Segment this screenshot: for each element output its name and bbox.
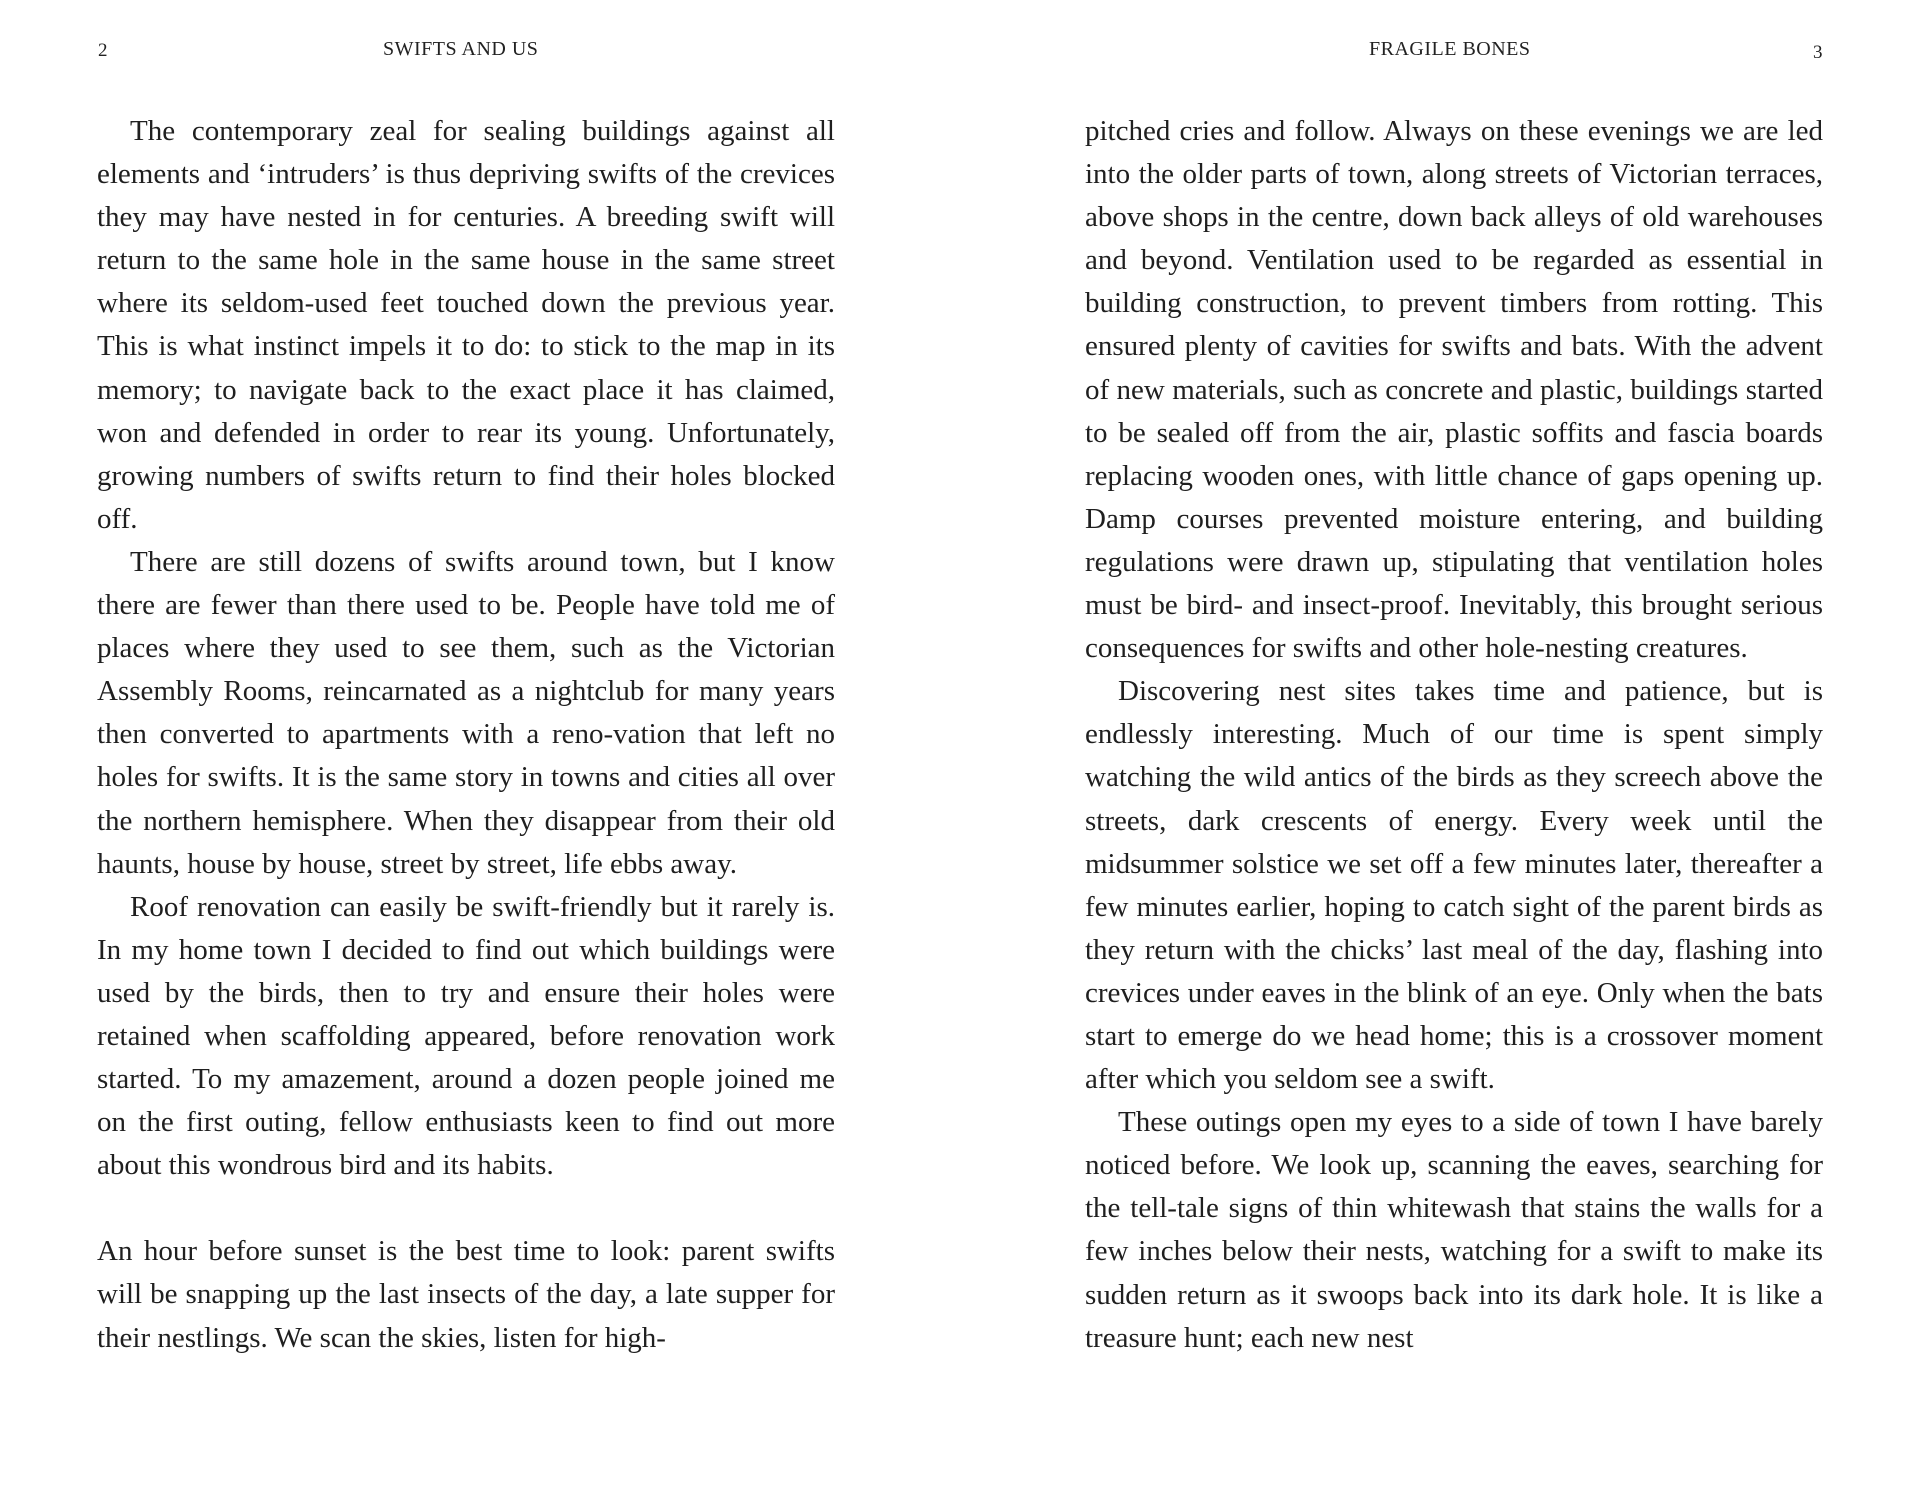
section-start-paragraph: An hour before sunset is the best time to look: parent swifts will be snapping up the last insects of the day, a late supper for their nestlings. We scan the skies, listen for high-: [97, 1235, 835, 1354]
running-head: SWIFTS AND US: [383, 38, 539, 60]
body-text: [97, 110, 835, 1360]
paragraph: Roof renovation can easily be swift-friendly but it rarely is. In my home town I decided to find out which buildings were used by the birds, then to try and ensure their holes were retained when scaffolding appeared, before renovation work started. To my amazement, around a dozen people joined me on the first outing, fellow enthusiasts keen to find out more about this wondrous bird and its habits.: [97, 890, 835, 1182]
left-page: [0, 0, 957, 1486]
right-page: [957, 0, 1915, 1486]
paragraph-continued: pitched cries and follow. Always on these evenings we are led into the older parts of town, along streets of Victorian terraces, above shops in the centre, down back alleys of old warehouses and beyond. Ventilation used to be regarded as essential in building construction, to prevent timbers from rotting. This ensured plenty of cavities for swifts and bats. With the advent of new materials, such as concrete and plastic, buildings started to be sealed off from the air, plastic soffits and fascia boards replacing wooden ones, with little chance of gaps opening up. Damp courses prevented moisture entering, and building regulations were drawn up, stipulating that ventilation holes must be bird- and insect-proof. Inevitably, this brought serious consequences for swifts and other hole-nesting creatures.: [1085, 115, 1823, 665]
running-head: FRAGILE BONES: [1369, 38, 1531, 60]
paragraph: The contemporary zeal for sealing buildings against all elements and ‘intruders’ is thus depriving swifts of the crevices they may have nested in for centuries. A breeding swift will return to the same hole in the same house in the same street where its seldom-used feet touched down the previous year. This is what instinct impels it to do: to stick to the map in its memory; to navigate back to the exact place it has claimed, won and defended in order to rear its young. Unfortunately, growing numbers of swifts return to find their holes blocked off.: [97, 115, 835, 535]
page-number: 3: [1813, 42, 1823, 63]
body-text: [1085, 110, 1823, 1360]
page-number: 2: [98, 40, 108, 61]
paragraph: These outings open my eyes to a side of town I have barely noticed before. We look up, scanning the eaves, searching for the tell-tale signs of thin whitewash that stains the walls for a few inches below their nests, watching for a swift to make its sudden return as it swoops back into its dark hole. It is like a treasure hunt; each new nest: [1085, 1106, 1823, 1354]
paragraph: There are still dozens of swifts around town, but I know there are fewer than there used to be. People have told me of places where they used to see them, such as the Victorian Assembly Rooms, reincarnated as a nightclub for many years then converted to apartments with a reno-vation that left no holes for swifts. It is the same story in towns and cities all over the northern hemisphere. When they disappear from their old haunts, house by house, street by street, life ebbs away.: [97, 545, 835, 880]
paragraph: Discovering nest sites takes time and patience, but is endlessly interesting. Much of our time is spent simply watching the wild antics of the birds as they screech above the streets, dark crescents of energy. Every week until the midsummer solstice we set off a few minutes later, thereafter a few minutes earlier, hoping to catch sight of the parent birds as they return with the chicks’ last meal of the day, flashing into crevices under eaves in the blink of an eye. Only when the bats start to emerge do we head home; this is a crossover moment after which you seldom see a swift.: [1085, 675, 1823, 1096]
